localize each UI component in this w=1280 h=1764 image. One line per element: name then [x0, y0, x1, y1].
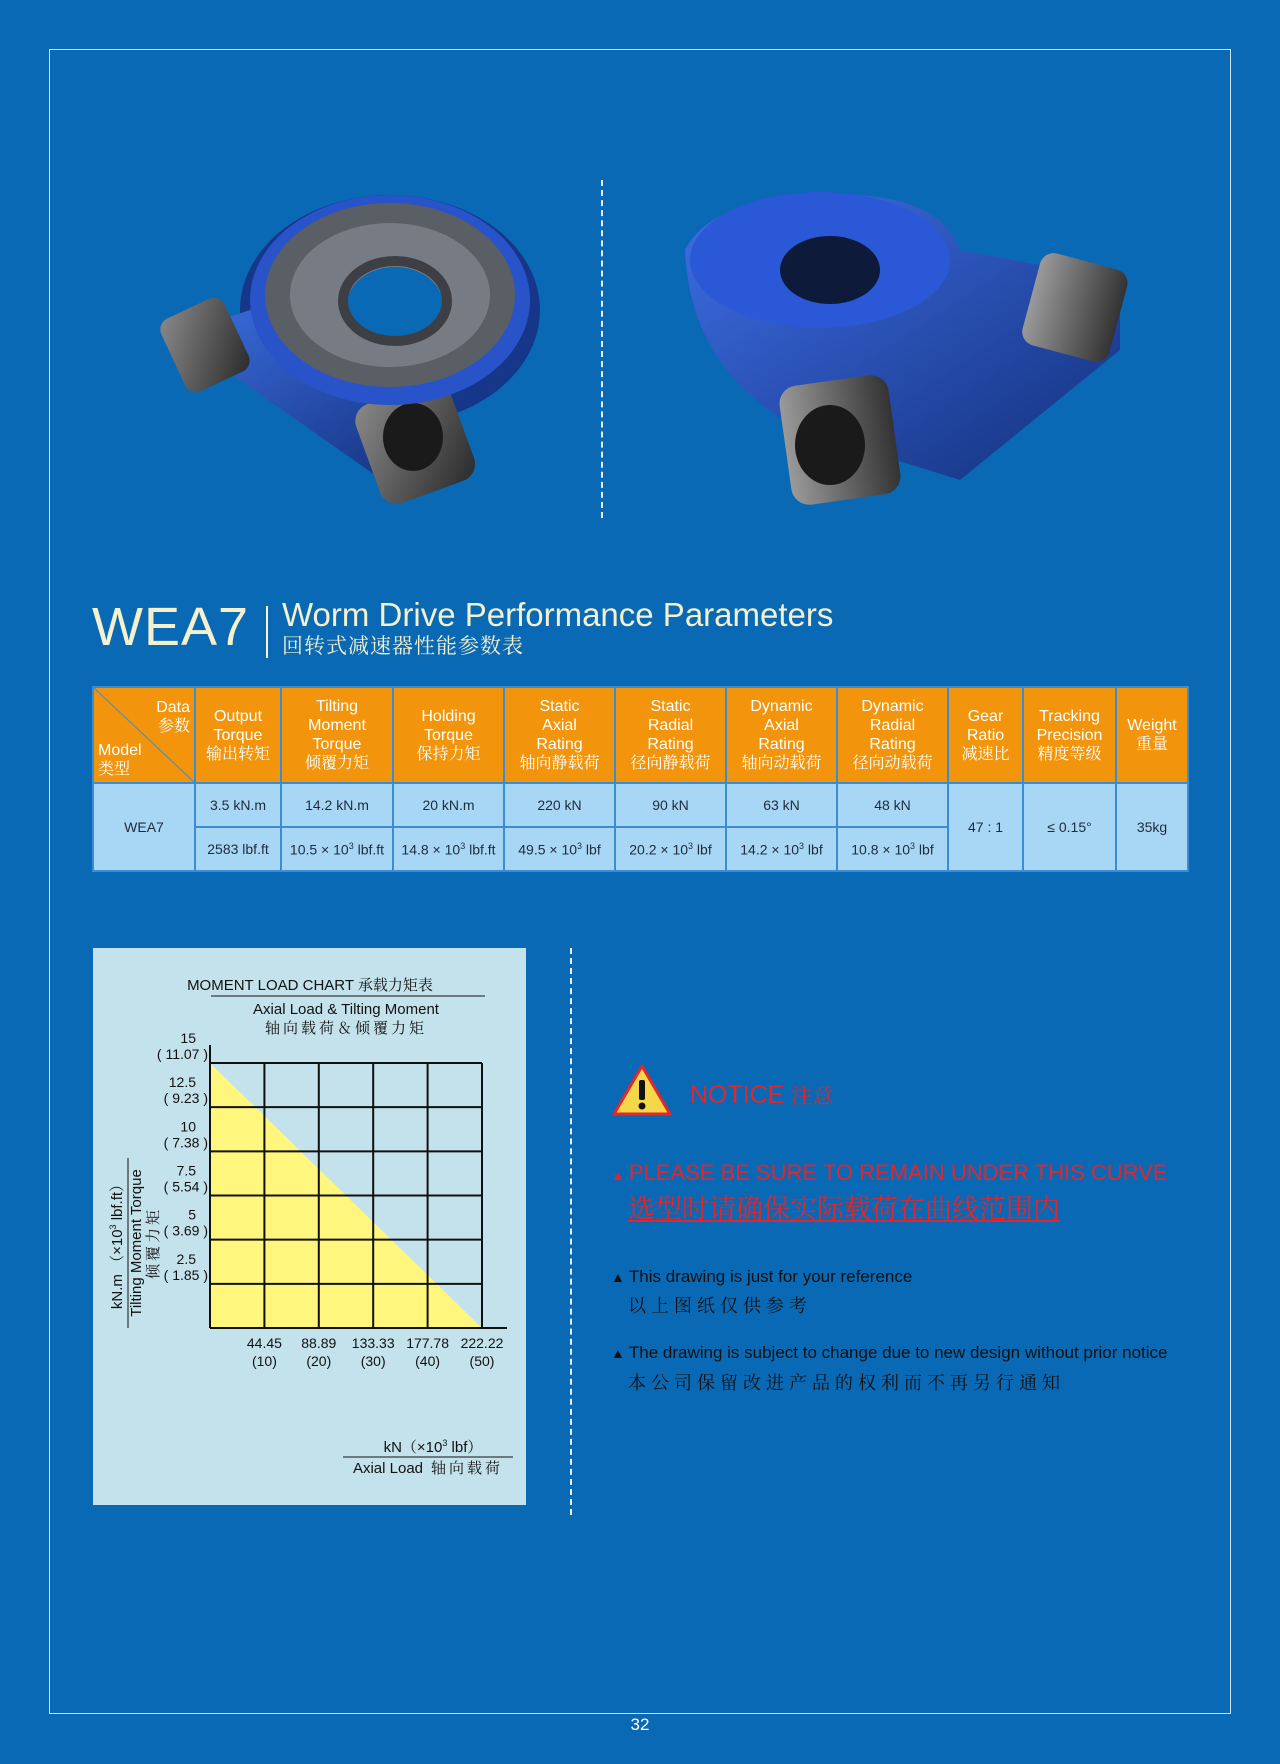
cell-value: 2583 lbf.ft — [207, 841, 269, 857]
triangle-bullet-icon: ▲ — [611, 1345, 625, 1361]
column-label: Static Axial Rating — [536, 698, 583, 753]
column-label-cn: 输出转矩 — [205, 745, 270, 763]
x-unit-pre: kN（×10 — [383, 1439, 443, 1456]
cell-value: 49.5 × 10 — [518, 841, 578, 858]
warning-icon — [611, 1063, 673, 1118]
table-cell — [195, 827, 281, 871]
column-label-cn: 径向静载荷 — [630, 755, 711, 772]
column-label: Tracking Precision — [1036, 707, 1103, 744]
column-label: Gear Ratio — [966, 707, 1005, 744]
triangle-bullet-icon: ▲ — [611, 1167, 625, 1183]
title-separator — [266, 606, 268, 658]
y-unit-sup: 3 — [108, 1224, 118, 1230]
table-cell: 48 kN — [837, 783, 948, 827]
column-header-tracking-precision — [1023, 687, 1116, 783]
cell-value: 10.5 × 10 — [289, 841, 349, 858]
x-tick-label: 222.22 — [460, 1335, 504, 1351]
table-cell: 63 kN — [726, 783, 837, 827]
y-tick-label: 15 — [180, 1030, 196, 1046]
y-tick-label: 10 — [180, 1118, 196, 1135]
warning-line — [611, 1160, 1168, 1186]
page-title: Worm Drive Performance Parameters — [282, 596, 834, 633]
column-label-cn: 轴向动载荷 — [741, 755, 822, 772]
table-cell: 90 kN — [615, 783, 726, 827]
cell-value: 10.8 × 10 — [851, 841, 911, 858]
cell-exponent: 3 — [577, 840, 583, 851]
column-label-cn: 减速比 — [961, 745, 1010, 763]
cell-value: 14.2 × 10 — [740, 841, 800, 858]
corner-data-label-cn: 参数 — [157, 718, 190, 735]
table-cell: 3.5 kN.m — [195, 783, 281, 827]
corner-data-label: Data — [156, 699, 190, 716]
page-number: 32 — [630, 1715, 650, 1734]
y-tick-sublabel: ( 5.54 ) — [163, 1178, 208, 1195]
cell-exponent: 3 — [910, 840, 916, 851]
x-axis-unit — [384, 1438, 483, 1456]
reference-note — [611, 1267, 912, 1287]
notice-title-en: NOTICE — [690, 1081, 785, 1109]
cell-unit: lbf — [804, 841, 823, 858]
cell-unit: lbf.ft — [465, 841, 496, 858]
table-cell-gear-ratio: 47 : 1 — [948, 783, 1023, 871]
x-axis-title-cn: 轴向载荷 — [431, 1460, 504, 1477]
photo-divider — [601, 180, 603, 518]
moment-load-chart — [93, 948, 526, 1505]
y-tick-sublabel: ( 9.23 ) — [163, 1090, 208, 1107]
cell-unit: lbf — [915, 841, 934, 858]
table-cell — [393, 827, 504, 871]
x-unit-sup: 3 — [442, 1438, 448, 1448]
spec-table — [92, 686, 1189, 872]
column-label: Dynamic Radial Rating — [861, 698, 924, 753]
cell-exponent: 3 — [460, 840, 466, 851]
column-label-cn: 重量 — [1135, 736, 1168, 753]
table-cell: 14.2 kN.m — [281, 783, 393, 827]
column-label: Holding Torque — [421, 707, 476, 744]
y-tick-label: 5 — [188, 1206, 196, 1223]
column-label-cn: 倾覆力矩 — [304, 755, 369, 772]
cell-unit: lbf — [582, 841, 601, 858]
x-tick-label: 133.33 — [351, 1335, 395, 1351]
notice-title-cn: 注意 — [791, 1085, 834, 1108]
cell-exponent: 3 — [799, 840, 805, 851]
table-cell-model: WEA7 — [93, 783, 195, 871]
y-axis-title-cn: 倾覆力矩 — [145, 1206, 162, 1280]
x-tick-sublabel: (30) — [360, 1353, 386, 1369]
column-label-cn: 保持力矩 — [416, 745, 481, 763]
column-header-static-radial — [615, 687, 726, 783]
chart-title: MOMENT LOAD CHART 承载力矩表 — [187, 977, 433, 994]
section-divider — [570, 948, 572, 1515]
column-header-static-axial — [504, 687, 615, 783]
column-header-dynamic-radial — [837, 687, 948, 783]
cell-exponent: 3 — [348, 840, 354, 851]
y-tick-sublabel: ( 7.38 ) — [163, 1134, 208, 1151]
table-cell-weight: 35kg — [1116, 783, 1188, 871]
column-header-tilting-moment — [281, 687, 393, 783]
y-unit-post: lbf.ft） — [109, 1176, 126, 1225]
model-heading: WEA7 — [92, 597, 250, 657]
table-row-metric — [93, 783, 1188, 827]
table-cell — [281, 827, 393, 871]
table-header-row — [93, 687, 1188, 783]
product-image-back — [680, 190, 1130, 520]
x-axis-title — [353, 1459, 503, 1477]
y-tick-label: 12.5 — [168, 1074, 196, 1091]
y-tick-sublabel: ( 3.69 ) — [163, 1222, 208, 1239]
plot-area — [157, 1030, 507, 1369]
corner-model-label: Model — [98, 742, 142, 759]
table-cell: 20 kN.m — [393, 783, 504, 827]
column-label: Weight — [1127, 717, 1177, 734]
cell-exponent: 3 — [688, 840, 694, 851]
change-note-cn: 本公司保留改进产品的权利而不再另行通知 — [628, 1373, 1065, 1393]
column-header-gear-ratio — [948, 687, 1023, 783]
x-tick-label: 44.45 — [246, 1335, 282, 1351]
product-image-front — [145, 175, 550, 520]
table-cell — [615, 827, 726, 871]
x-tick-sublabel: (20) — [306, 1353, 332, 1369]
notice-title — [690, 1080, 833, 1110]
chart-svg — [93, 948, 526, 1505]
reference-note-text: This drawing is just for your reference — [628, 1267, 913, 1286]
column-label: Dynamic Axial Rating — [750, 698, 813, 753]
column-label-cn: 轴向静载荷 — [519, 755, 600, 772]
cell-value: 14.8 × 10 — [401, 841, 461, 858]
cell-unit: lbf — [693, 841, 712, 858]
y-axis-title: Tilting Moment Torque — [128, 1169, 145, 1317]
y-tick-label: 7.5 — [176, 1162, 196, 1179]
column-header-dynamic-axial — [726, 687, 837, 783]
column-label-cn: 径向动载荷 — [852, 755, 933, 772]
x-axis-title-en: Axial Load — [352, 1460, 424, 1477]
table-cell-precision: ≤ 0.15° — [1023, 783, 1116, 871]
column-label: Static Radial Rating — [647, 698, 694, 753]
table-cell — [504, 827, 615, 871]
column-label: Tilting Moment Torque — [308, 698, 366, 753]
x-unit-post: lbf） — [447, 1439, 483, 1456]
x-tick-sublabel: (50) — [469, 1353, 495, 1369]
x-tick-sublabel: (40) — [415, 1353, 441, 1369]
triangle-bullet-icon: ▲ — [611, 1269, 625, 1285]
column-header-output-torque — [195, 687, 281, 783]
corner-model-label-cn: 类型 — [98, 761, 131, 778]
chart-subtitle: Axial Load & Tilting Moment — [253, 1001, 439, 1018]
y-unit-pre: kN.m （×10 — [109, 1229, 126, 1310]
warning-line-cn: 选型时请确保实际载荷在曲线范围内 — [628, 1194, 1060, 1224]
y-axis-label — [108, 1158, 162, 1328]
chart-subtitle-cn: 轴向载荷＆倾覆力矩 — [264, 1020, 428, 1037]
cell-value: 20.2 × 10 — [629, 841, 689, 858]
x-tick-label: 177.78 — [406, 1335, 450, 1351]
table-corner-header — [93, 687, 195, 783]
column-label-cn: 精度等级 — [1037, 745, 1102, 763]
warning-text: PLEASE BE SURE TO REMAIN UNDER THIS CURVE — [628, 1160, 1168, 1185]
y-axis-unit — [108, 1177, 126, 1309]
page-title-cn: 回转式减速器性能参数表 — [282, 635, 524, 658]
cell-unit: lbf.ft — [353, 841, 385, 858]
x-tick-label: 88.89 — [301, 1335, 337, 1351]
x-tick-sublabel: (10) — [251, 1353, 277, 1369]
table-cell — [726, 827, 837, 871]
reference-note-cn: 以上图纸仅供参考 — [628, 1296, 812, 1316]
table-cell: 220 kN — [504, 783, 615, 827]
change-note-text: The drawing is subject to change due to new design without prior notice — [628, 1343, 1168, 1362]
y-tick-sublabel: ( 1.85 ) — [163, 1266, 208, 1283]
column-label: Output Torque — [213, 707, 263, 744]
table-cell — [837, 827, 948, 871]
column-header-weight — [1116, 687, 1188, 783]
y-tick-sublabel: ( 11.07 ) — [156, 1046, 208, 1062]
y-tick-label: 2.5 — [176, 1250, 196, 1267]
column-header-holding-torque — [393, 687, 504, 783]
change-note — [611, 1343, 1168, 1363]
